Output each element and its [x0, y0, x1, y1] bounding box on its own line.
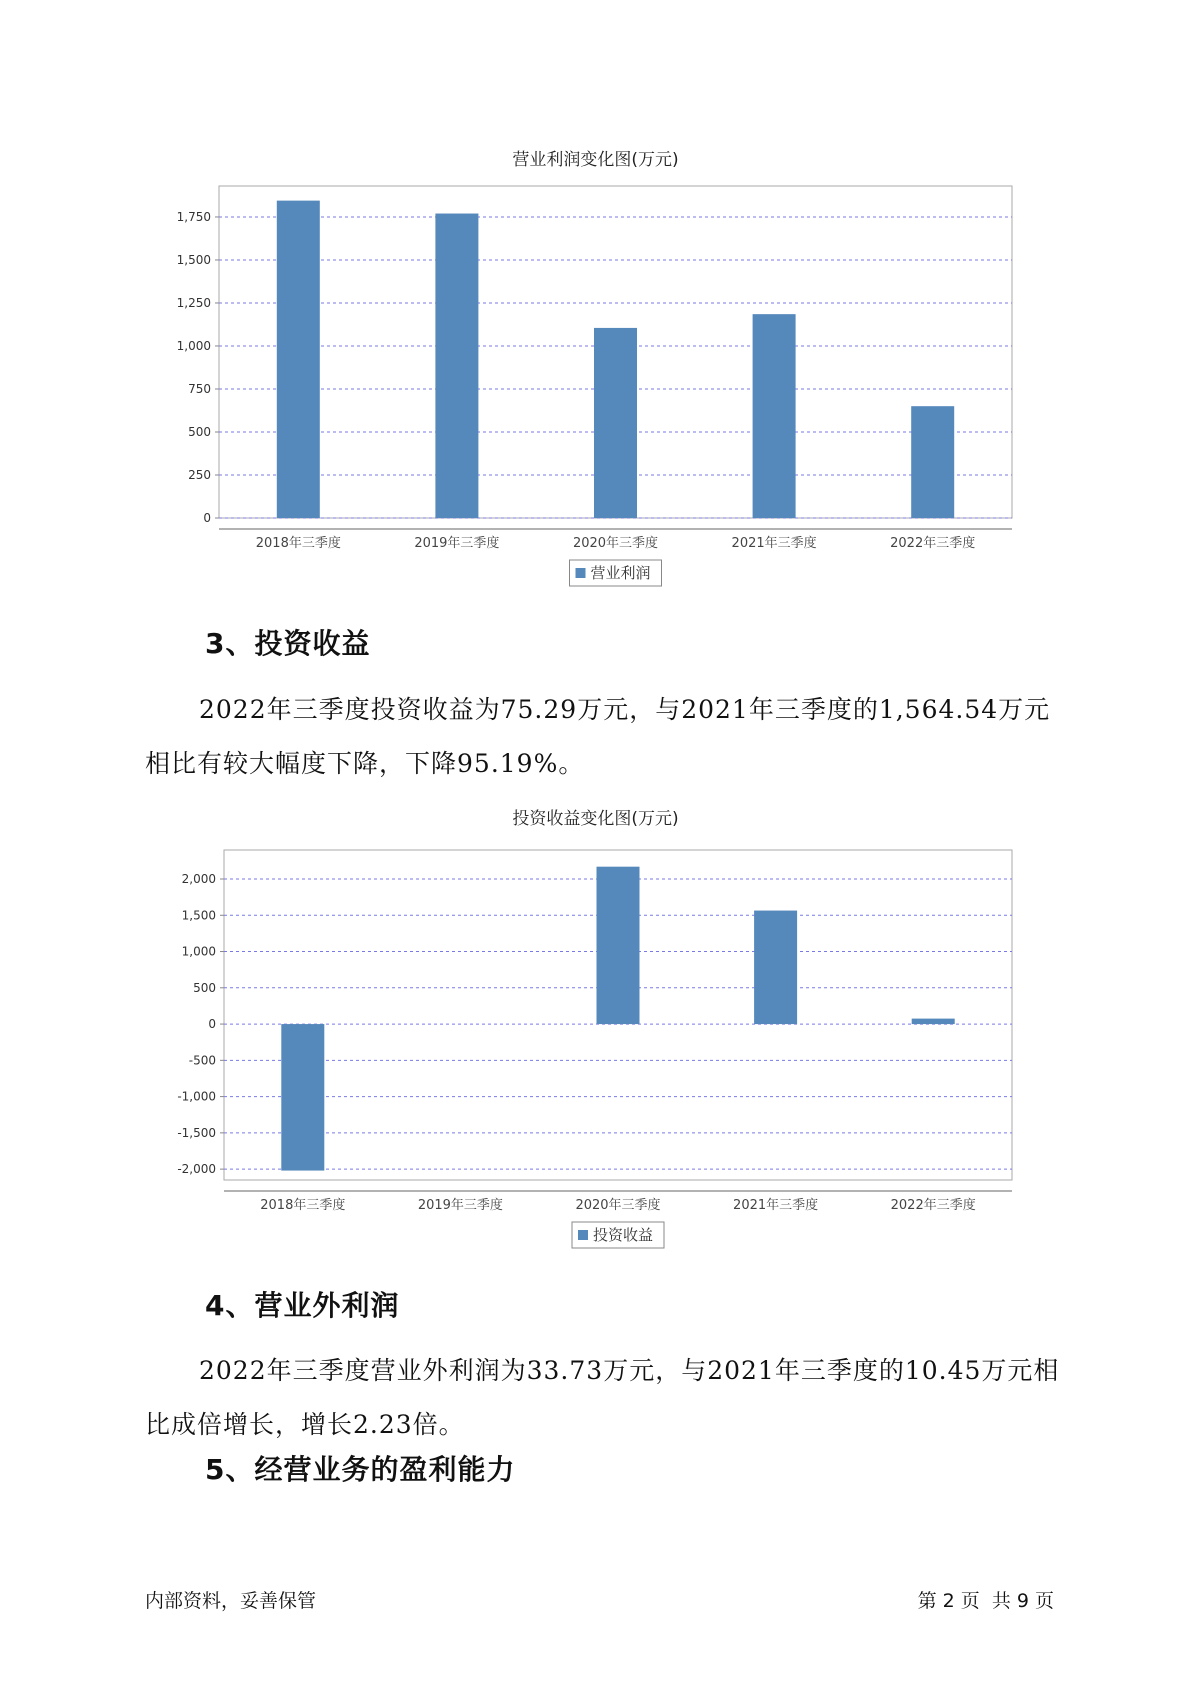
y-tick-label: 1,750	[176, 209, 211, 224]
y-tick-label: 750	[188, 381, 211, 396]
y-tick-label: -2,000	[177, 1162, 216, 1177]
x-tick-label: 2021年三季度	[733, 1198, 819, 1213]
y-tick-label: 0	[203, 511, 211, 525]
y-tick-label: 500	[188, 424, 211, 439]
section-4-paragraph: 2022年三季度营业外利润为33.73万元，与2021年三季度的10.45万元相比成倍增长，增长2.23倍。	[145, 1356, 1060, 1439]
y-tick-label: 1,500	[176, 252, 211, 267]
bar-5	[912, 1019, 955, 1024]
bar-3	[597, 867, 640, 1024]
section-4-heading: 4、营业外利润	[205, 1289, 400, 1322]
legend-swatch	[578, 1230, 588, 1240]
x-tick-label: 2020年三季度	[572, 536, 659, 551]
y-tick-label: 2,000	[181, 872, 216, 887]
y-tick-label: -1,000	[177, 1089, 216, 1104]
y-tick-label: 0	[208, 1017, 216, 1032]
y-tick-label: 1,000	[176, 338, 211, 353]
y-tick-label: 1,500	[181, 908, 216, 923]
section-5-heading: 5、经营业务的盈利能力	[205, 1453, 516, 1486]
legend-label: 投资收益	[593, 1226, 654, 1244]
x-tick-label: 2022年三季度	[890, 536, 976, 551]
footer-confidential-note: 内部资料，妥善保管	[145, 1590, 317, 1612]
y-tick-label: -1,500	[177, 1125, 216, 1140]
chart2-title: 投资收益变化图(万元)	[512, 809, 679, 829]
y-tick-label: 1,000	[181, 944, 216, 959]
x-tick-label: 2018年三季度	[255, 536, 341, 551]
y-tick-label: -500	[188, 1053, 216, 1068]
x-tick-label: 2018年三季度	[260, 1198, 346, 1213]
footer-page-number: 第 2 页 共 9 页	[917, 1590, 1054, 1612]
x-tick-label: 2021年三季度	[731, 536, 817, 551]
x-tick-label: 2022年三季度	[890, 1198, 976, 1213]
bar-4	[754, 911, 797, 1025]
chart1-title: 营业利润变化图(万元)	[512, 150, 679, 170]
section-3-paragraph: 2022年三季度投资收益为75.29万元，与2021年三季度的1,564.54万元相比有较大幅度下降，下降95.19%。	[145, 695, 1051, 778]
section-3-heading: 3、投资收益	[205, 627, 371, 660]
bar-1	[281, 1024, 324, 1171]
x-tick-label: 2019年三季度	[414, 536, 500, 551]
y-tick-label: 500	[193, 980, 216, 995]
legend-label: 营业利润	[590, 564, 651, 582]
x-tick-label: 2019年三季度	[417, 1198, 503, 1213]
x-tick-label: 2020年三季度	[575, 1198, 661, 1213]
y-tick-label: 1,250	[176, 295, 211, 310]
y-tick-label: 250	[188, 467, 211, 482]
